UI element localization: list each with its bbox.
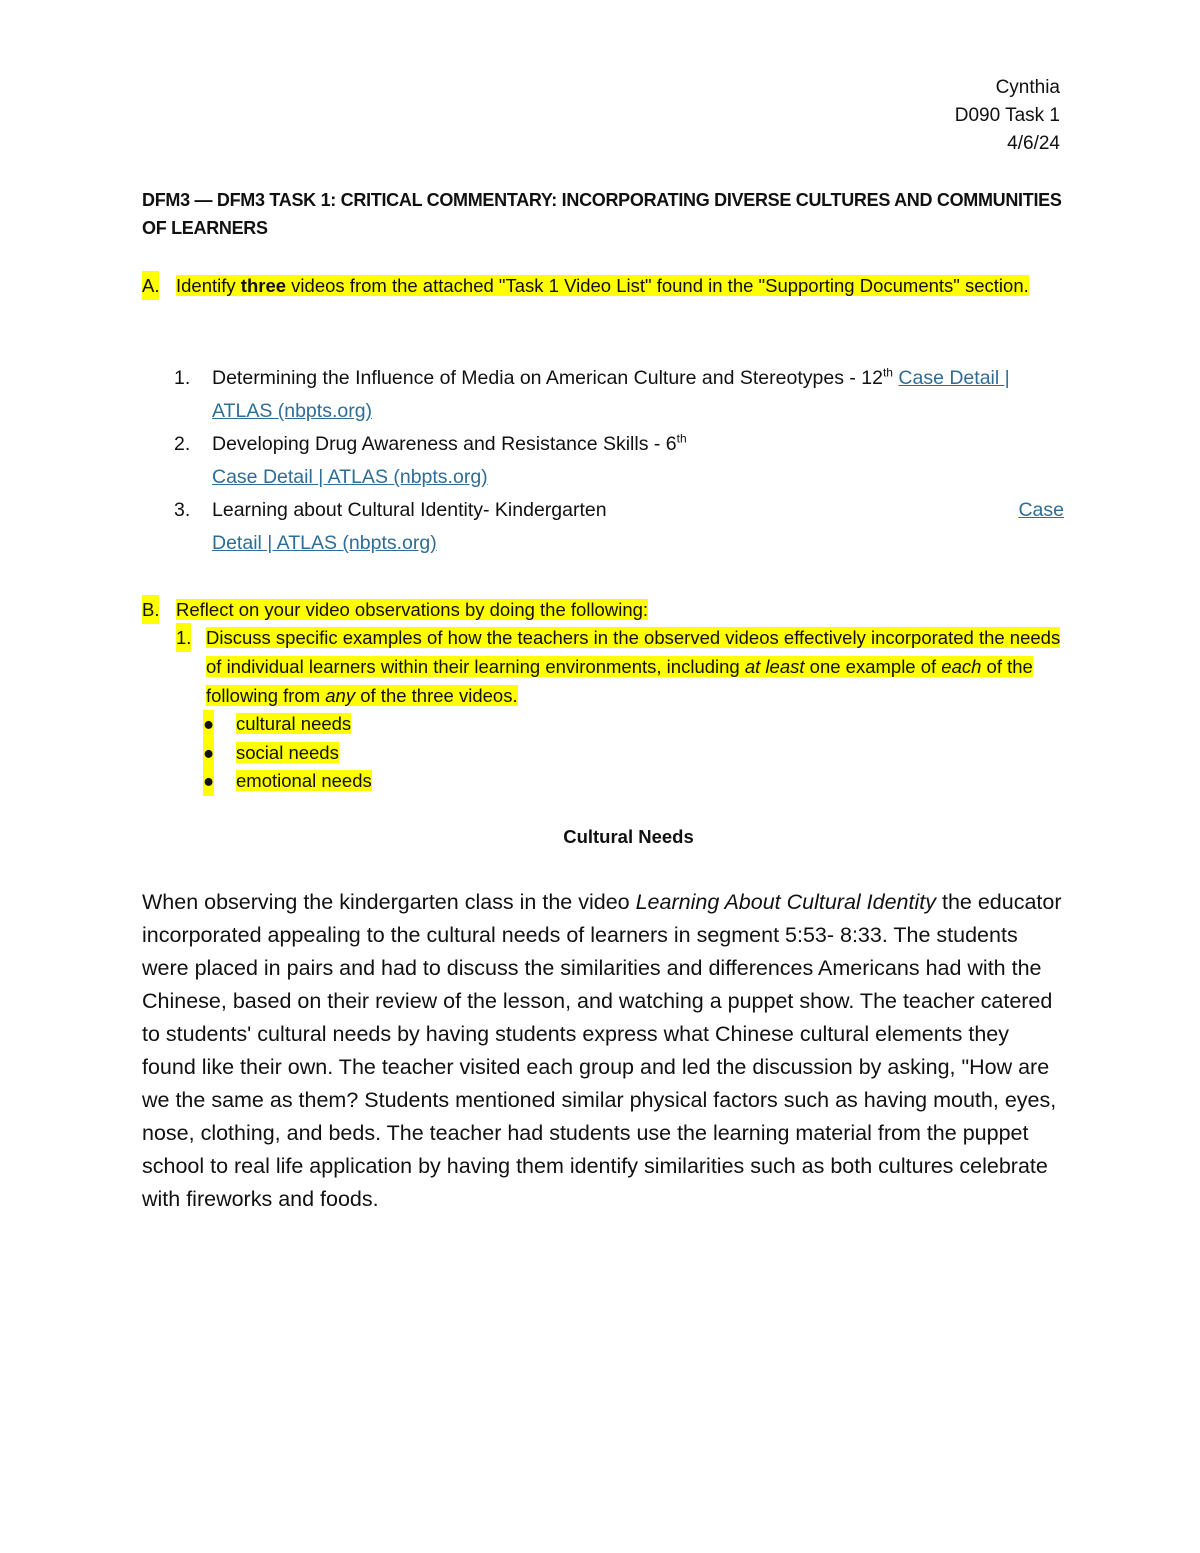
video-list [174, 362, 1064, 560]
video-link-continued[interactable]: Detail | ATLAS (nbpts.org) [212, 532, 437, 554]
list-number: 1. [176, 623, 191, 652]
list-item: 2. Developing Drug Awareness and Resistance Skills - 6th Case Detail | ATLAS (nbpts.org) [174, 428, 1064, 494]
section-b [142, 595, 1072, 624]
section-b-prompt: Reflect on your video observations by doing the following: [176, 599, 649, 620]
section-a [142, 271, 1072, 300]
video-title: Determining the Influence of Media on American Culture and Stereotypes - 12 [212, 367, 883, 389]
section-a-prompt: Identify three videos from the attached "Task 1 Video List" found in the "Supporting Documents" section. [176, 275, 1029, 296]
list-number: 3. [174, 499, 191, 521]
document-title: DFM3 — DFM3 TASK 1: CRITICAL COMMENTARY: INCORPORATING DIVERSE CULTURES AND COMMUNITIES OF LEARNERS [142, 190, 1062, 238]
list-item: ● social needs [203, 739, 372, 768]
needs-list [203, 710, 372, 796]
body-paragraph: When observing the kindergarten class in the video Learning About Cultural Identity the educator incorporated appealing to the cultural needs of learners in segment 5:53- 8:33. The students were placed in pairs and had to discuss the similarities and differences Americans had with the Chinese, based on their review of the lesson, and watching a puppet show. The teacher catered to students' cultural needs by having students express what Chinese cultural elements they found like their own. The teacher visited each group and led the discussion by asking, "How are we the same as them? Students mentioned similar physical factors such as having mouth, eyes, nose, clothing, and beds. The teacher had students use the learning material from the puppet school to real life application by having them identify similarities such as both cultures celebrate with fireworks and foods. [142, 890, 1062, 1211]
bullet-icon: ● [203, 710, 214, 739]
section-a-marker: A. [142, 271, 159, 300]
list-item: 1. Determining the Influence of Media on American Culture and Stereotypes - 12th Case Detail | ATLAS (nbpts.org) [174, 362, 1064, 428]
list-number: 2. [174, 433, 191, 455]
list-number: 1. [174, 367, 191, 389]
video-link[interactable]: Case Detail | ATLAS (nbpts.org) [212, 367, 1010, 422]
document-header [955, 74, 1060, 158]
document-date: 4/6/24 [1007, 133, 1060, 154]
section-heading: Cultural Needs [563, 826, 694, 847]
section-b-item [176, 623, 1066, 710]
bullet-icon: ● [203, 739, 214, 768]
list-item [174, 494, 1064, 560]
list-item: ● cultural needs [203, 710, 372, 739]
task-label: D090 Task 1 [954, 105, 1060, 126]
video-link[interactable]: Case Detail | ATLAS (nbpts.org) [212, 466, 488, 488]
list-item: ● emotional needs [203, 767, 372, 796]
section-b-item-text: Discuss specific examples of how the teachers in the observed videos effectively incorporated the needs of individual learners within their learning environments, including at least one example of each of the following from any of the three videos. [206, 627, 1061, 706]
author-name: Cynthia [995, 77, 1060, 98]
video-link[interactable]: Case [1018, 499, 1064, 521]
video-title: Learning about Cultural Identity- Kindergarten [212, 499, 607, 521]
bullet-icon: ● [203, 767, 214, 796]
section-b-marker: B. [142, 595, 159, 624]
video-title: Developing Drug Awareness and Resistance Skills - 6 [212, 433, 677, 455]
